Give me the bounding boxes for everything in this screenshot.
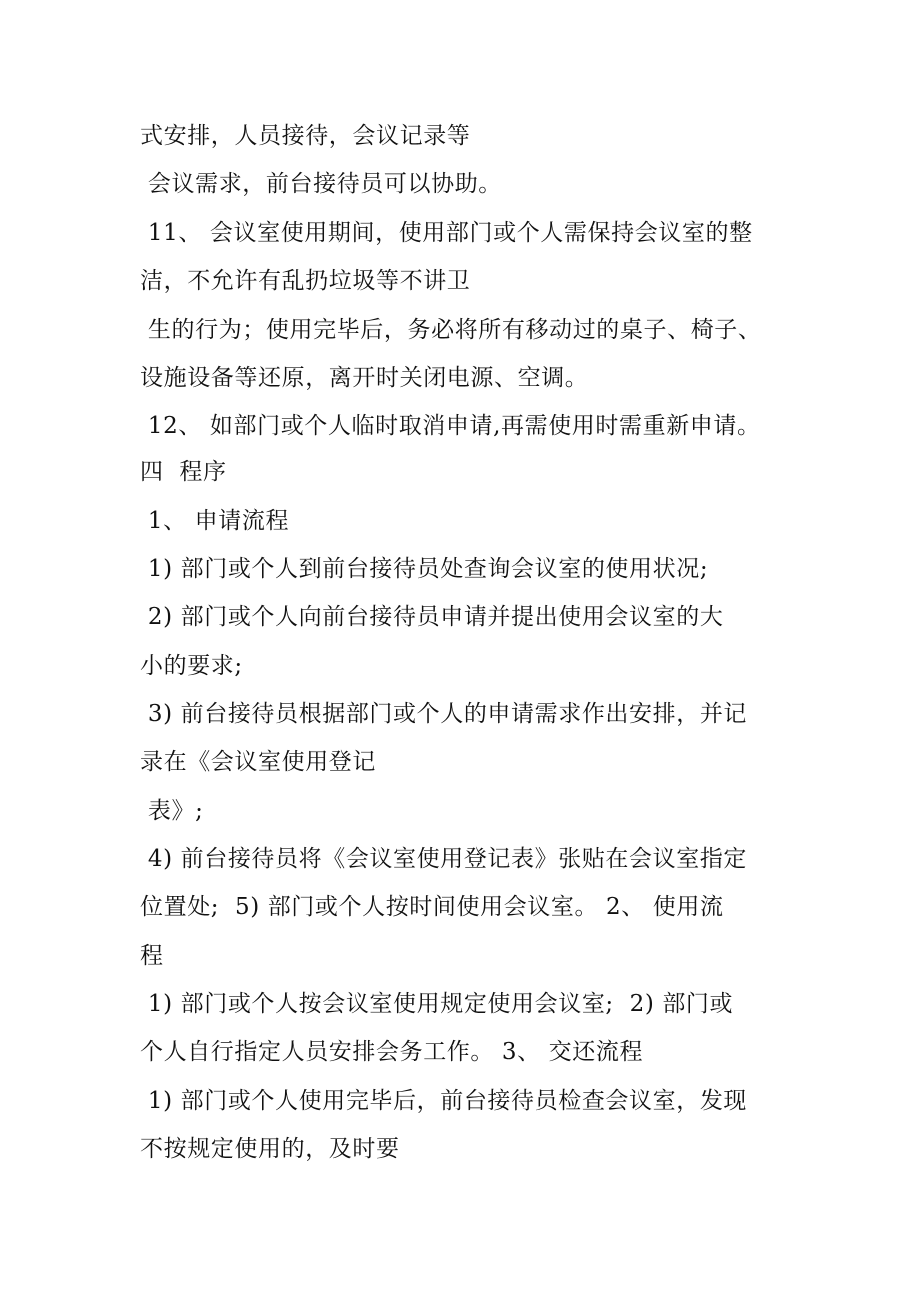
text-line: 1、 申请流程 xyxy=(140,508,290,534)
text-line: 11、 会议室使用期间，使用部门或个人需保持会议室的整 xyxy=(140,220,753,246)
text-line: 1) 部门或个人使用完毕后，前台接待员检查会议室，发现 xyxy=(140,1088,748,1114)
text-line: 位置处; 5) 部门或个人按时间使用会议室。 2、 使用流 xyxy=(140,894,724,920)
text-line: 4) 前台接待员将《会议室使用登记表》张贴在会议室指定 xyxy=(140,846,748,872)
text-line: 2) 部门或个人向前台接待员申请并提出使用会议室的大 xyxy=(140,604,724,630)
text-line: 表》; xyxy=(140,798,204,824)
text-line: 个人自行指定人员安排会务工作。 3、 交还流程 xyxy=(140,1039,644,1065)
text-line: 1) 部门或个人按会议室使用规定使用会议室; 2) 部门或 xyxy=(140,991,734,1017)
text-line: 小的要求; xyxy=(140,653,243,679)
text-line: 录在《会议室使用登记 xyxy=(140,749,376,775)
text-line: 生的行为；使用完毕后，务必将所有移动过的桌子、椅子、 xyxy=(140,317,762,343)
text-line: 不按规定使用的，及时要 xyxy=(140,1136,400,1162)
text-line: 会议需求，前台接待员可以协助。 xyxy=(140,171,502,197)
text-line: 设施设备等还原，离开时关闭电源、空调。 xyxy=(140,365,589,391)
text-line: 1) 部门或个人到前台接待员处查询会议室的使用状况; xyxy=(140,556,709,582)
text-line: 3) 前台接待员根据部门或个人的申请需求作出安排，并记 xyxy=(140,701,748,727)
section-heading: 四 程序 xyxy=(140,459,227,485)
text-line: 式安排，人员接待，会议记录等 xyxy=(140,123,471,149)
text-line: 12、 如部门或个人临时取消申请,再需使用时需重新申请。 xyxy=(140,413,761,439)
text-line: 程 xyxy=(140,943,164,969)
text-line: 洁，不允许有乱扔垃圾等不讲卫 xyxy=(140,268,471,294)
